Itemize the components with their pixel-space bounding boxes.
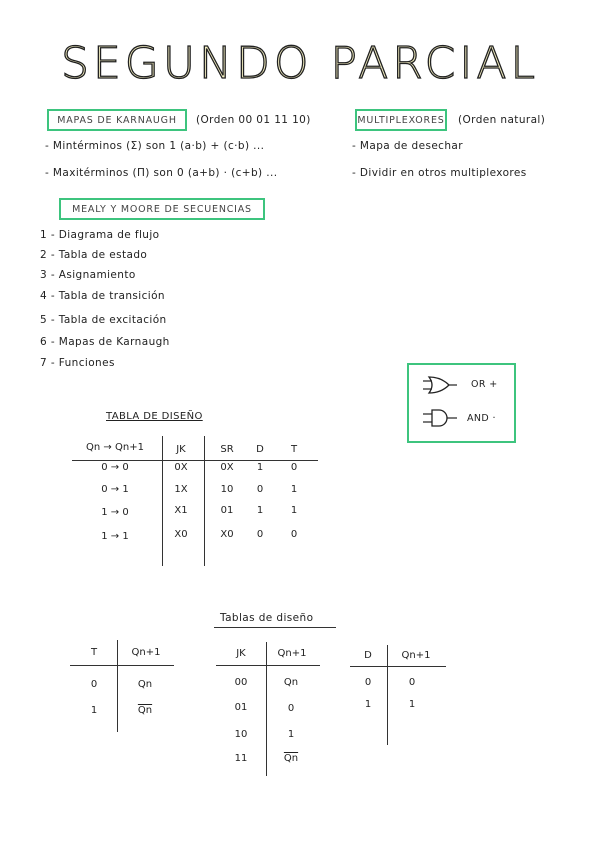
cell-sr: X0 xyxy=(220,529,234,540)
design-table-header: Qn → Qn+1 xyxy=(86,442,144,453)
cell-qn1-negated: $\overline{Qn}$ xyxy=(137,705,153,716)
cell-transition: 0 → 1 xyxy=(101,484,129,495)
jk-table-divider xyxy=(266,642,267,776)
cell-transition: 1 → 1 xyxy=(101,531,129,542)
cell-jk: 1X xyxy=(174,484,188,495)
d-table-divider xyxy=(387,645,388,745)
cell-jk: 0X xyxy=(174,462,188,473)
step-2: 2 - Tabla de estado xyxy=(40,249,148,261)
d-table-header-line xyxy=(350,666,446,667)
or-gate-icon xyxy=(423,375,459,395)
t-table-header: T xyxy=(90,647,98,658)
cell-qn1: Qn xyxy=(283,677,299,688)
karnaugh-minterms: - Mintérminos (Σ) son 1 (a·b) + (c·b) ... xyxy=(45,140,265,152)
jk-table-header-line xyxy=(216,665,320,666)
gates-box xyxy=(407,363,516,443)
t-table-divider xyxy=(117,640,118,732)
cell-d: 1 xyxy=(256,462,264,473)
karnaugh-maxterms: - Maxitérminos (Π) son 0 (a+b) · (c+b) ... xyxy=(45,167,278,179)
design-tables-title: Tablas de diseño xyxy=(220,612,314,624)
d-table-header: D xyxy=(364,650,372,661)
cell-qn1: 0 xyxy=(287,703,295,714)
design-table-divider-2 xyxy=(204,436,205,566)
karnaugh-order-note: (Orden 00 01 11 10) xyxy=(196,114,311,126)
cell-t: 1 xyxy=(290,484,298,495)
and-gate-icon xyxy=(423,408,459,428)
page-title: SEGUNDO PARCIAL xyxy=(61,38,539,89)
step-7: 7 - Funciones xyxy=(40,357,115,369)
step-4: 4 - Tabla de transición xyxy=(40,290,165,302)
or-label: OR + xyxy=(471,379,498,390)
cell-qn1: Qn xyxy=(137,679,153,690)
cell-jk: 00 xyxy=(234,677,248,688)
design-table-header: D xyxy=(256,444,264,455)
karnaugh-heading: MAPAS DE KARNAUGH xyxy=(47,109,187,131)
design-table-header: T xyxy=(290,444,298,455)
cell-jk: 01 xyxy=(234,702,248,713)
cell-t: 0 xyxy=(290,462,298,473)
step-3: 3 - Asignamiento xyxy=(40,269,136,281)
d-table-header: Qn+1 xyxy=(401,650,431,661)
step-1: 1 - Diagrama de flujo xyxy=(40,229,160,241)
t-table-header: Qn+1 xyxy=(131,647,161,658)
cell-sr: 01 xyxy=(220,505,234,516)
jk-table-header: JK xyxy=(236,648,246,659)
cell-sr: 10 xyxy=(220,484,234,495)
multiplexores-heading: MULTIPLEXORES xyxy=(355,109,447,131)
cell-t: 1 xyxy=(290,505,298,516)
cell-transition: 1 → 0 xyxy=(101,507,129,518)
step-6: 6 - Mapas de Karnaugh xyxy=(40,336,170,348)
cell-jk: X0 xyxy=(174,529,188,540)
multiplexores-item-2: - Dividir en otros multiplexores xyxy=(352,167,527,179)
jk-table-header: Qn+1 xyxy=(277,648,307,659)
cell-jk: X1 xyxy=(174,505,188,516)
mealy-moore-heading: MEALY Y MOORE DE SECUENCIAS xyxy=(59,198,265,220)
cell-sr: 0X xyxy=(220,462,234,473)
cell-jk: 10 xyxy=(234,729,248,740)
cell-jk: 11 xyxy=(234,753,248,764)
cell-d: 0 xyxy=(256,529,264,540)
cell-d: 0 xyxy=(364,677,372,688)
design-table-header: JK xyxy=(176,444,186,455)
design-table-title: TABLA DE DISEÑO xyxy=(106,411,203,422)
cell-d: 1 xyxy=(256,505,264,516)
multiplexores-item-1: - Mapa de desechar xyxy=(352,140,463,152)
step-5: 5 - Tabla de excitación xyxy=(40,314,167,326)
design-table-divider-1 xyxy=(162,436,163,566)
cell-transition: 0 → 0 xyxy=(101,462,129,473)
cell-t: 0 xyxy=(290,529,298,540)
t-table-header-line xyxy=(70,665,174,666)
cell-t: 1 xyxy=(90,705,98,716)
cell-qn1: 0 xyxy=(408,677,416,688)
design-table-header: SR xyxy=(220,444,234,455)
cell-d: 0 xyxy=(256,484,264,495)
cell-t: 0 xyxy=(90,679,98,690)
cell-qn1: 1 xyxy=(287,729,295,740)
cell-d: 1 xyxy=(364,699,372,710)
and-label: AND · xyxy=(467,413,496,424)
design-tables-title-underline xyxy=(214,627,336,628)
cell-qn1: 1 xyxy=(408,699,416,710)
cell-qn1-negated: $\overline{Qn}$ xyxy=(283,753,299,764)
multiplexores-order-note: (Orden natural) xyxy=(458,114,546,126)
